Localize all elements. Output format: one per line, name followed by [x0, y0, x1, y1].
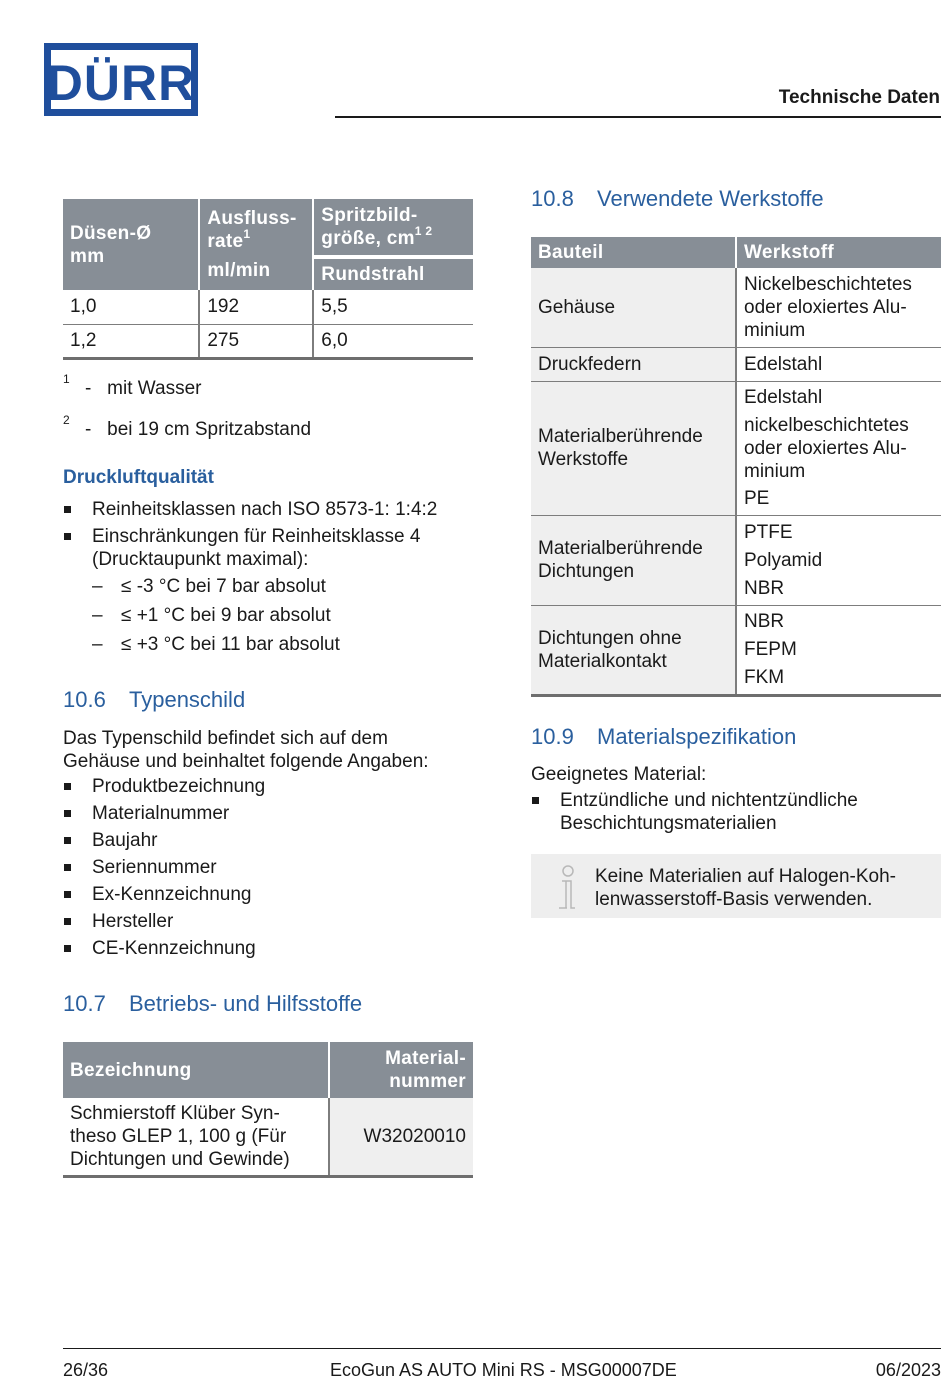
col-materialnummer: Material-nummer	[329, 1042, 473, 1098]
footer-date: 06/2023	[875, 1360, 941, 1380]
list-item: Entzündliche und nichtentzündliche Beschichtungsmaterialien	[531, 789, 941, 835]
section-intro: Geeignetes Material:	[531, 764, 707, 785]
table-cell: NBR FEPM FKM	[736, 605, 941, 695]
table-cell: W32020010	[329, 1098, 473, 1177]
section-heading-10-6: 10.6 Typenschild	[63, 687, 246, 712]
table-cell: PTFE Polyamid NBR	[736, 515, 941, 605]
list-item: – ≤ +1 °C bei 9 bar absolut	[92, 605, 331, 626]
list-item: Ex-Kennzeichnung	[63, 883, 473, 906]
nozzle-col-size-sub: Rundstrahl	[313, 257, 473, 290]
table-row	[531, 347, 941, 381]
table-row	[531, 381, 941, 515]
list-item: Produktbezeichnung	[63, 775, 473, 798]
nozzle-col-rate: Ausfluss-rate$^1$ ml/min	[199, 199, 313, 290]
footnote: $^1$ - mit Wasser	[63, 371, 202, 399]
section-heading-10-7: 10.7 Betriebs- und Hilfsstoffe	[63, 991, 363, 1016]
note-text: Keine Materialien auf Halogen-Koh-lenwasserstoff-Basis verwenden.	[595, 866, 897, 910]
header-rule	[335, 116, 941, 118]
note-box	[531, 854, 941, 918]
table-cell: Druckfedern	[531, 347, 736, 381]
air-quality-sublist	[63, 575, 473, 656]
list-item: Materialnummer	[63, 802, 473, 825]
table-cell: Edelstahl nickelbeschichtetes oder eloxiertes Alu-minium PE	[736, 381, 941, 515]
table-row	[531, 515, 941, 605]
table-cell: Schmierstoff Klüber Syn-theso GLEP 1, 100 g (Für Dichtungen und Gewinde)	[63, 1098, 329, 1177]
footer-page-number: 26/36	[63, 1360, 109, 1380]
table-cell: 275	[199, 324, 313, 358]
table-cell: Materialberührende Werkstoffe	[531, 381, 736, 515]
table-cell: Materialberührende Dichtungen	[531, 515, 736, 605]
info-icon	[553, 864, 583, 912]
nozzle-col-diameter: Düsen-Ø mm	[63, 199, 199, 290]
section-heading-10-9: 10.9 Materialspezifikation	[531, 724, 797, 749]
logo-text: DÜRR	[46, 55, 196, 111]
table-cell: 5,5	[313, 290, 473, 324]
list-item: CE-Kennzeichnung	[63, 937, 473, 960]
list-item: Baujahr	[63, 829, 473, 852]
werkstoffe-table	[531, 237, 941, 697]
list-item: Hersteller	[63, 910, 473, 933]
list-item: – ≤ +3 °C bei 11 bar absolut	[92, 634, 340, 655]
table-cell: Gehäuse	[531, 268, 736, 347]
table-row	[63, 290, 473, 324]
table-cell: 192	[199, 290, 313, 324]
list-item: Reinheitsklassen nach ISO 8573-1: 1:4:2	[63, 498, 473, 521]
table-cell: Nickelbeschichtetes oder eloxiertes Alu-minium	[736, 268, 941, 347]
list-item: – ≤ -3 °C bei 7 bar absolut	[92, 576, 326, 597]
col-bauteil: Bauteil	[531, 237, 736, 268]
col-bezeichnung: Bezeichnung	[63, 1042, 329, 1098]
material-spec-list	[531, 789, 941, 835]
table-row	[63, 1098, 473, 1177]
table-cell: 1,2	[63, 324, 199, 358]
footer-document-title: EcoGun AS AUTO Mini RS - MSG00007DE	[330, 1360, 677, 1380]
table-row	[531, 268, 941, 347]
table-cell: 6,0	[313, 324, 473, 358]
footer-rule	[63, 1348, 941, 1349]
col-werkstoff: Werkstoff	[736, 237, 941, 268]
footnote: $^2$ - bei 19 cm Spritzabstand	[63, 412, 312, 440]
air-quality-list	[63, 498, 473, 571]
list-item: Seriennummer	[63, 856, 473, 879]
materials-number-table	[63, 1042, 473, 1178]
list-item: Einschränkungen für Reinheitsklasse 4 (Drucktaupunkt maximal):	[63, 525, 473, 571]
table-row	[63, 324, 473, 358]
section-heading-10-8: 10.8 Verwendete Werkstoffe	[531, 186, 824, 211]
table-cell: 1,0	[63, 290, 199, 324]
nozzle-col-size: Spritzbild-größe, $cm^{1 2}$	[313, 199, 473, 257]
nozzle-table	[63, 199, 473, 360]
table-cell: Dichtungen ohne Materialkontakt	[531, 605, 736, 695]
section-intro: Das Typenschild befindet sich auf dem Gehäuse und beinhaltet folgende Angaben:	[63, 728, 429, 772]
duerr-logo	[44, 43, 198, 116]
typenschild-list	[63, 775, 473, 960]
header-section-title: Technische Daten	[778, 87, 940, 108]
table-cell: Edelstahl	[736, 347, 941, 381]
table-row	[531, 605, 941, 695]
air-quality-heading: Druckluftqualität	[63, 467, 214, 488]
